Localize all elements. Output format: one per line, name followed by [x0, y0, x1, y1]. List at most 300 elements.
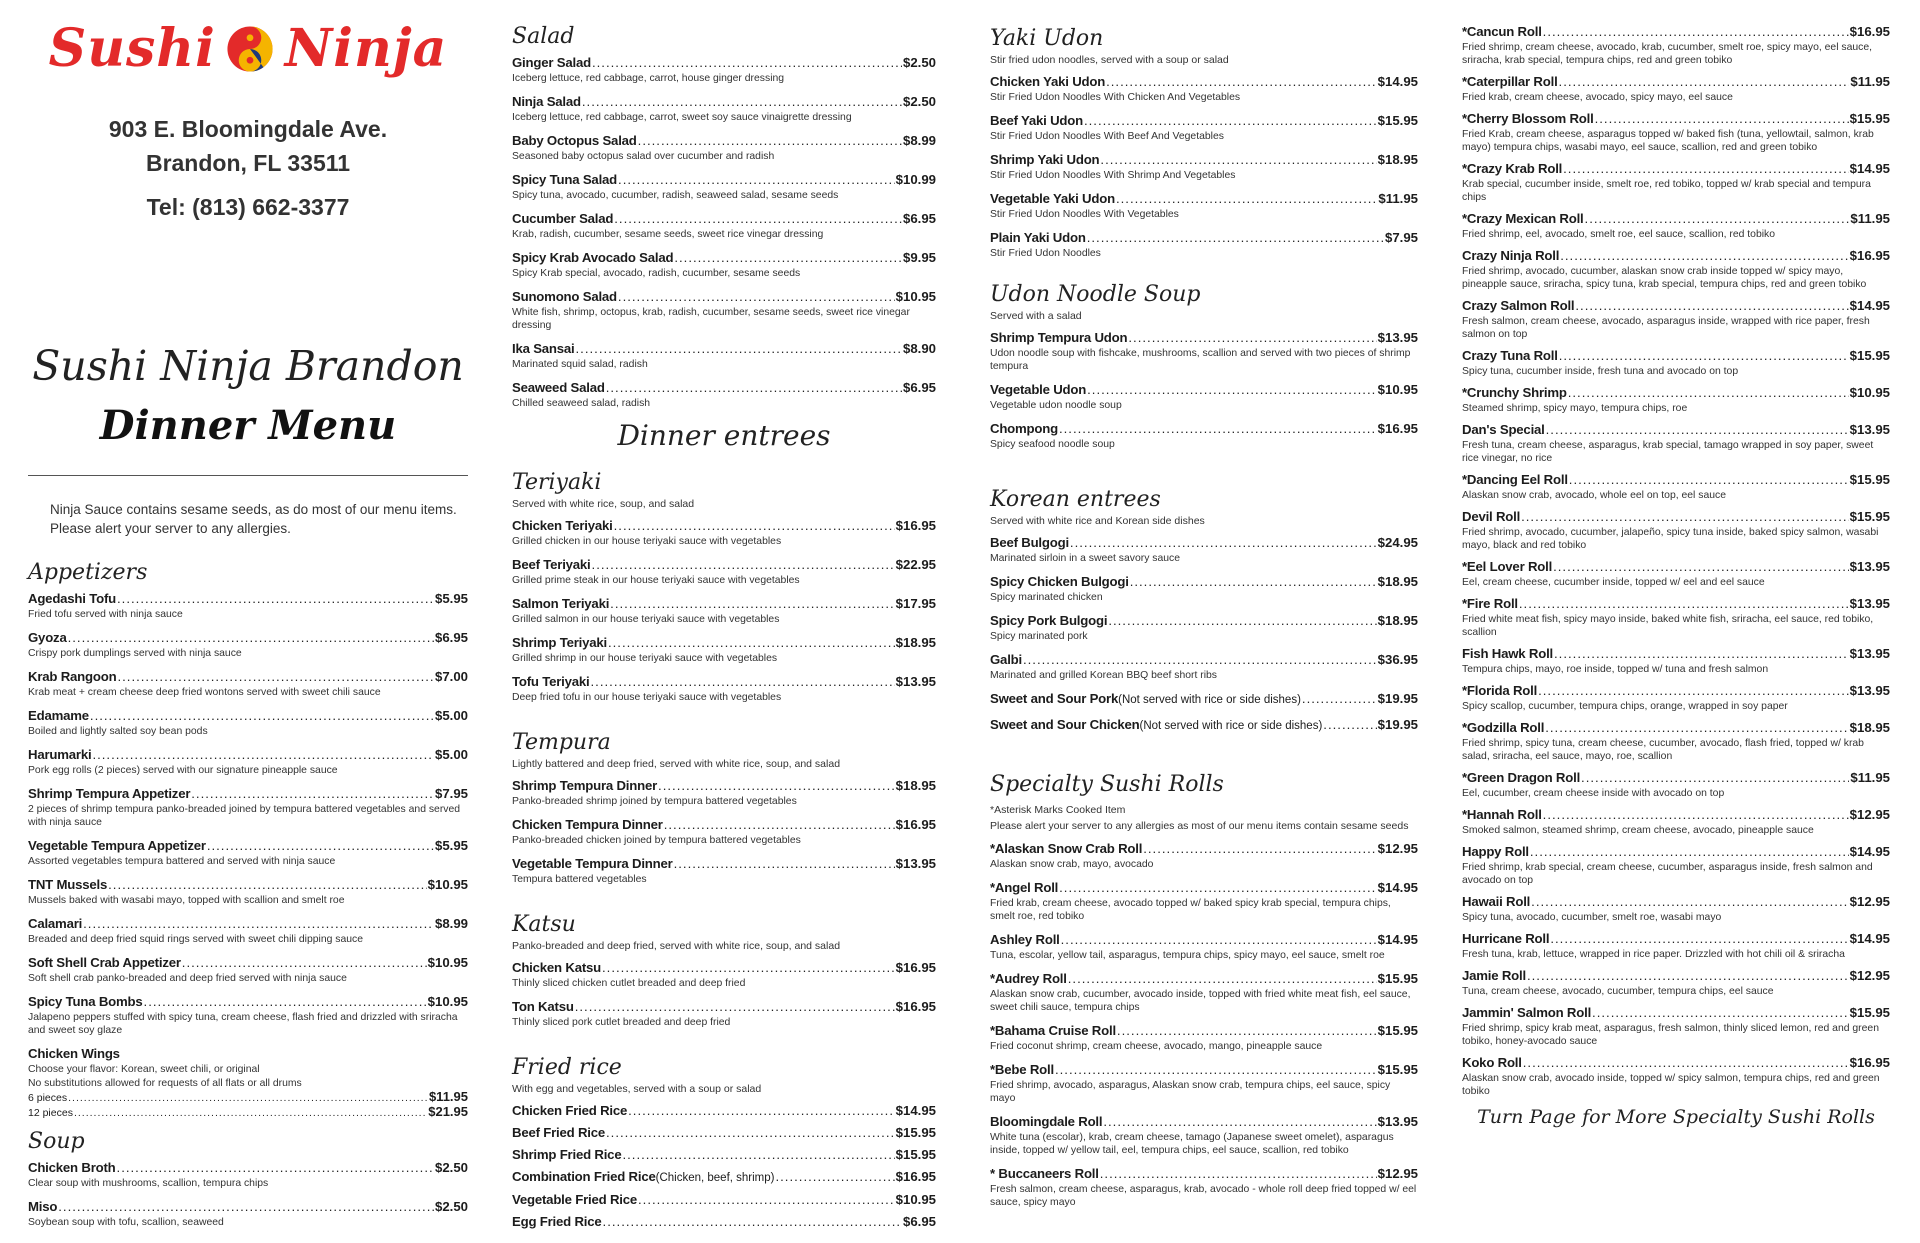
item-name: Chicken Yaki Udon	[990, 74, 1106, 89]
item-price: $19.95	[1377, 691, 1418, 706]
menu-item-cherry-blossom-roll	[1462, 111, 1890, 154]
menu-item-ashley-roll	[990, 932, 1418, 962]
item-price: $8.99	[902, 133, 936, 148]
item-name: Ika Sansai	[512, 341, 575, 356]
item-note: (Not served with rice or side dishes)	[1118, 694, 1301, 706]
section-title-tempura: Tempura	[512, 730, 611, 755]
menu-item-edamame	[28, 708, 468, 738]
leader-dots	[1084, 113, 1377, 129]
menu-item-crunchy-shrimp	[1462, 385, 1890, 415]
item-price: $15.95	[895, 1147, 936, 1162]
phone-number[interactable]: Tel: (813) 662-3377	[146, 194, 350, 220]
item-description: Mussels baked with wasabi mayo, topped with scallion and smelt roe	[28, 895, 345, 906]
menu-item-harumarki	[28, 747, 468, 777]
item-description: Deep fried tofu in our house teriyaki sauce with vegetables	[512, 692, 782, 703]
menu-item-vegetable-tempura-dinner	[512, 856, 936, 886]
item-price: $15.95	[895, 1125, 936, 1140]
item-description: Spicy marinated chicken	[990, 592, 1103, 603]
menu-item-beef-fried-rice	[512, 1125, 936, 1141]
item-description: Soft shell crab panko-breaded and deep fried served with ninja sauce	[28, 973, 347, 984]
item-price: $13.95	[1849, 646, 1890, 661]
menu-item-hawaii-roll	[1462, 894, 1890, 924]
leader-dots	[117, 591, 434, 607]
menu-item-calamari	[28, 916, 468, 946]
leader-dots	[1108, 613, 1376, 629]
leader-dots	[614, 518, 895, 534]
item-price: $10.95	[1377, 382, 1418, 397]
item-description: Fried shrimp, cream cheese, avocado, krab, cucumber, smelt roe, spicy mayo, eel sauce, sriracha, krab special, tempura chips, red and green tobiko	[1462, 42, 1873, 66]
section-title-appetizers: Appetizers	[28, 560, 148, 585]
menu-item-chicken-broth	[28, 1160, 468, 1190]
leader-dots	[1569, 472, 1849, 488]
item-description: Stir Fried Udon Noodles	[990, 248, 1101, 259]
item-name: *Cherry Blossom Roll	[1462, 111, 1594, 126]
item-price: $9.95	[902, 250, 936, 265]
item-description: Thinly sliced pork cutlet breaded and deep fried	[512, 1017, 731, 1028]
item-name: Vegetable Tempura Dinner	[512, 856, 673, 871]
menu-item-beef-yaki-udon	[990, 113, 1418, 143]
leader-dots	[1128, 330, 1376, 346]
item-name: *Cancun Roll	[1462, 24, 1542, 39]
leader-dots	[1143, 841, 1376, 857]
menu-item-ninja-salad	[512, 94, 936, 124]
item-price: $11.95	[1850, 770, 1890, 785]
item-price: $11.95	[1850, 211, 1890, 226]
menu-item-crazy-salmon-roll	[1462, 298, 1890, 341]
item-name: Jammin' Salmon Roll	[1462, 1005, 1592, 1020]
item-price: $12.95	[1849, 807, 1890, 822]
yaki-udon-list	[990, 74, 1418, 260]
item-price: $18.95	[1849, 720, 1890, 735]
menu-item-vegetable-udon	[990, 382, 1418, 412]
menu-item-chicken-teriyaki	[512, 518, 936, 548]
item-price: $15.95	[1849, 348, 1890, 363]
menu-item-egg-fried-rice	[512, 1214, 936, 1230]
item-price: $8.90	[902, 341, 936, 356]
item-price: $13.95	[1377, 1114, 1418, 1129]
leader-dots	[74, 1106, 427, 1120]
menu-item-florida-roll	[1462, 683, 1890, 713]
item-description: Spicy tuna, avocado, cucumber, radish, seaweed salad, sesame seeds	[512, 190, 839, 201]
menu-item-devil-roll	[1462, 509, 1890, 552]
leader-dots	[191, 786, 434, 802]
item-name: Spicy Chicken Bulgogi	[990, 574, 1129, 589]
item-description: Grilled shrimp in our house teriyaki sauce with vegetables	[512, 653, 778, 664]
menu-item-vegetable-fried-rice	[512, 1192, 936, 1208]
item-description: Pork egg rolls (2 pieces) served with our signature pineapple sauce	[28, 765, 338, 776]
leader-dots	[1545, 720, 1848, 736]
leader-dots	[622, 1147, 894, 1163]
menu-item-hannah-roll	[1462, 807, 1890, 837]
item-name: Krab Rangoon	[28, 669, 117, 684]
item-price: $14.95	[1849, 161, 1890, 176]
item-price: $18.95	[895, 635, 936, 650]
menu-item-ton-katsu	[512, 999, 936, 1029]
item-price: $13.95	[1377, 330, 1418, 345]
item-name: *Bahama Cruise Roll	[990, 1023, 1116, 1038]
wings-option-6	[28, 1090, 468, 1105]
leader-dots	[68, 630, 434, 646]
item-price: $18.95	[1377, 613, 1418, 628]
item-description: Vegetable udon noodle soup	[990, 400, 1122, 411]
leader-dots	[1585, 211, 1850, 227]
item-price: $2.50	[434, 1160, 468, 1175]
item-description: Fresh tuna, krab, lettuce, wrapped in rice paper. Drizzled with hot chili oil & sriracha	[1462, 949, 1845, 960]
item-name: Plain Yaki Udon	[990, 230, 1086, 245]
item-name: Crazy Tuna Roll	[1462, 348, 1558, 363]
leader-dots	[1554, 646, 1849, 662]
item-description: Stir Fried Udon Noodles With Beef And Vegetables	[990, 131, 1224, 142]
section-title-korean: Korean entrees	[990, 487, 1161, 512]
menu-item-fish-hawk-roll	[1462, 646, 1890, 676]
leader-dots	[638, 133, 902, 149]
menu-column-4	[1462, 0, 1890, 1128]
item-description: Seasoned baby octopus salad over cucumber and radish	[512, 151, 775, 162]
section-title-katsu: Katsu	[512, 912, 576, 937]
menu-item-spicy-tuna-bombs	[28, 994, 468, 1037]
menu-item-bebe-roll	[990, 1062, 1418, 1105]
item-name: Chicken Tempura Dinner	[512, 817, 663, 832]
item-description: Fresh tuna, cream cheese, asparagus, krab special, tamago wrapped in soy paper, sweet rice vinegar, no rice	[1462, 440, 1874, 464]
leader-dots	[83, 916, 434, 932]
item-name: *Godzilla Roll	[1462, 720, 1545, 735]
item-description: Panko-breaded shrimp joined by tempura battered vegetables	[512, 796, 797, 807]
item-name: Spicy Pork Bulgogi	[990, 613, 1108, 628]
menu-item-dancing-eel-roll	[1462, 472, 1890, 502]
item-name: Shrimp Yaki Udon	[990, 152, 1100, 167]
item-name: Chompong	[990, 421, 1058, 436]
item-price: $15.95	[1849, 509, 1890, 524]
item-price: $15.95	[1849, 111, 1890, 126]
item-name: Vegetable Tempura Appetizer	[28, 838, 206, 853]
item-name: *Crunchy Shrimp	[1462, 385, 1567, 400]
item-price: $14.95	[1849, 844, 1890, 859]
leader-dots	[606, 1125, 895, 1141]
leader-dots	[1023, 652, 1377, 668]
item-description: Spicy scallop, cucumber, tempura chips, orange, wrapped in soy paper	[1462, 701, 1788, 712]
menu-item-shrimp-fried-rice	[512, 1147, 936, 1163]
item-description: Fried krab, cream cheese, avocado, spicy mayo, eel sauce	[1462, 92, 1733, 103]
logo-word-left: Sushi	[48, 18, 216, 79]
item-name: Baby Octopus Salad	[512, 133, 637, 148]
yin-yang-logo-icon	[226, 25, 274, 73]
item-description: Assorted vegetables tempura battered and served with ninja sauce	[28, 856, 336, 867]
menu-item-beef-bulgogi	[990, 535, 1418, 565]
menu-item-chicken-yaki-udon	[990, 74, 1418, 104]
leader-dots	[610, 596, 894, 612]
item-description: Spicy seafood noodle soup	[990, 439, 1115, 450]
item-name: Combination Fried Rice	[512, 1169, 656, 1184]
leader-dots	[1061, 932, 1377, 948]
section-description: Served with white rice and Korean side dishes	[990, 515, 1205, 527]
leader-dots	[606, 380, 902, 396]
leader-dots	[658, 778, 895, 794]
leader-dots	[1530, 844, 1849, 860]
item-price: $5.00	[434, 708, 468, 723]
leader-dots	[576, 341, 902, 357]
item-name: Salmon Teriyaki	[512, 596, 610, 611]
leader-dots	[1543, 24, 1849, 40]
item-name: Beef Teriyaki	[512, 557, 591, 572]
menu-item-crazy-tuna-roll	[1462, 348, 1890, 378]
katsu-list	[512, 960, 936, 1029]
tempura-list	[512, 778, 936, 886]
korean-list	[990, 535, 1418, 734]
item-price: $16.95	[895, 960, 936, 975]
item-description: Tuna, escolar, yellow tail, asparagus, tempura chips, spicy mayo, eel sauce, smelt roe	[990, 950, 1385, 961]
section-title-salad: Salad	[512, 24, 575, 49]
item-name: Ninja Salad	[512, 94, 581, 109]
item-price: $16.95	[1849, 248, 1890, 263]
item-price: $15.95	[1377, 971, 1418, 986]
item-name: Hurricane Roll	[1462, 931, 1550, 946]
item-description: Alaskan snow crab, cucumber, avocado inside, topped with fried white meat fish, eel sauce, sweet chili sauce, tempura chips	[990, 989, 1411, 1013]
leader-dots	[1106, 74, 1377, 90]
leader-dots	[1087, 230, 1384, 246]
logo-word-right: Ninja	[284, 18, 448, 79]
leader-dots	[1575, 298, 1848, 314]
udon-soup-list	[990, 330, 1418, 451]
item-description: White fish, shrimp, octopus, krab, radish, cucumber, sesame seeds, sweet rice vinegar dressing	[512, 307, 910, 331]
menu-item-crazy-krab-roll	[1462, 161, 1890, 204]
menu-item-tofu-teriyaki	[512, 674, 936, 704]
section-description: Panko-breaded and deep fried, served with white rice, soup, and salad	[512, 940, 841, 952]
item-note: (Not served with rice or side dishes)	[1139, 720, 1323, 732]
menu-item-koko-roll	[1462, 1055, 1890, 1098]
menu-item-spicy-chicken-bulgogi	[990, 574, 1418, 604]
menu-item-cancun-roll	[1462, 24, 1890, 67]
item-description: Tempura chips, mayo, roe inside, topped w/ tuna and fresh salmon	[1462, 664, 1769, 675]
menu-item-crazy-mexican-roll	[1462, 211, 1890, 241]
leader-dots	[628, 1103, 895, 1119]
item-price: $11.95	[428, 1089, 468, 1104]
leader-dots	[592, 557, 895, 573]
item-description: No substitutions allowed for requests of all flats or all drums	[28, 1078, 302, 1089]
leader-dots	[1059, 880, 1377, 896]
item-name: Shrimp Tempura Appetizer	[28, 786, 191, 801]
leader-dots	[144, 994, 427, 1010]
divider	[28, 475, 468, 476]
wings-option-12	[28, 1105, 468, 1120]
item-description: Clear soup with mushrooms, scallion, tempura chips	[28, 1178, 269, 1189]
item-price: $16.95	[895, 518, 936, 533]
teriyaki-list	[512, 518, 936, 704]
item-price: $2.50	[434, 1199, 468, 1214]
item-description: Fried shrimp, avocado, cucumber, alaskan snow crab inside topped w/ spicy mayo, pineapple sauce, sriracha, spicy tuna, krab special, tempura chips, red and green tobiko	[1462, 266, 1867, 290]
section-description: Served with white rice, soup, and salad	[512, 498, 695, 510]
menu-item-agedashi-tofu	[28, 591, 468, 621]
item-price: $15.95	[1849, 472, 1890, 487]
item-name: *Eel Lover Roll	[1462, 559, 1553, 574]
item-price: $10.95	[895, 289, 936, 304]
menu-item-shrimp-teriyaki	[512, 635, 936, 665]
menu-item-green-dragon-roll	[1462, 770, 1890, 800]
item-name: Jamie Roll	[1462, 968, 1526, 983]
menu-item-combination-fried-rice	[512, 1169, 936, 1186]
item-price: $16.95	[1849, 24, 1890, 39]
section-description: Served with a salad	[990, 310, 1082, 322]
item-name: Cucumber Salad	[512, 211, 614, 226]
menu-item-chicken-fried-rice	[512, 1103, 936, 1119]
item-name: Crazy Ninja Roll	[1462, 248, 1560, 263]
restaurant-title: Sushi Ninja Brandon	[32, 342, 464, 390]
item-description: White tuna (escolar), krab, cream cheese, tamago (Japanese sweet omelet), asparagus inside, topped w/ yellow tail, eel, tempura chips, eel sauce, scallion, red tobiko	[990, 1132, 1394, 1156]
leader-dots	[1055, 1062, 1377, 1078]
item-name: *Florida Roll	[1462, 683, 1538, 698]
item-price: $18.95	[1377, 152, 1418, 167]
item-name: Agedashi Tofu	[28, 591, 116, 606]
leader-dots	[117, 669, 434, 685]
leader-dots	[575, 999, 895, 1015]
item-name: Spicy Tuna Bombs	[28, 994, 143, 1009]
leader-dots	[1560, 248, 1848, 264]
leader-dots	[1538, 683, 1849, 699]
item-price: $13.95	[1849, 683, 1890, 698]
item-name: *Hannah Roll	[1462, 807, 1542, 822]
item-name: *Fire Roll	[1462, 596, 1518, 611]
item-name: Chicken Katsu	[512, 960, 602, 975]
menu-item-angel-roll	[990, 880, 1418, 923]
item-name: Sunomono Salad	[512, 289, 617, 304]
item-description: 2 pieces of shrimp tempura panko-breaded joined by tempura battered vegetables and served with ninja sauce	[28, 804, 461, 828]
item-price: $6.95	[902, 211, 936, 226]
item-description: Krab, radish, cucumber, sesame seeds, sweet rice vinegar dressing	[512, 229, 824, 240]
item-name: Chicken Wings	[28, 1046, 120, 1061]
menu-item-shrimp-tempura-appetizer	[28, 786, 468, 829]
menu-item-ika-sansai	[512, 341, 936, 371]
item-name: Calamari	[28, 916, 83, 931]
item-price: $12.95	[1377, 841, 1418, 856]
item-price: $16.95	[895, 999, 936, 1014]
item-name: *Caterpillar Roll	[1462, 74, 1558, 89]
menu-item-audrey-roll	[990, 971, 1418, 1014]
specialty-rolls-list-continued	[1462, 24, 1890, 1098]
item-description: Stir Fried Udon Noodles With Chicken And Vegetables	[990, 92, 1241, 103]
item-description: Fried shrimp, avocado, cucumber, jalapeño, spicy tuna inside, baked spicy salmon, wasabi mayo, black and red tobiko	[1462, 527, 1879, 551]
item-note: (Chicken, beef, shrimp)	[655, 1172, 775, 1184]
item-description: Krab meat + cream cheese deep fried wontons served with sweet chili sauce	[28, 687, 381, 698]
leader-dots	[1068, 971, 1377, 987]
menu-item-tnt-mussels	[28, 877, 468, 907]
item-description: Marinated and grilled Korean BBQ beef short ribs	[990, 670, 1217, 681]
item-name: Shrimp Fried Rice	[512, 1147, 622, 1162]
leader-dots	[1546, 422, 1849, 438]
item-description: Chilled seaweed salad, radish	[512, 398, 651, 409]
item-price: $14.95	[1849, 931, 1890, 946]
item-price: $15.95	[1377, 1023, 1418, 1038]
menu-item-vegetable-yaki-udon	[990, 191, 1418, 221]
item-description: Stir Fried Udon Noodles With Shrimp And Vegetables	[990, 170, 1236, 181]
leader-dots	[1519, 596, 1849, 612]
item-description: Smoked salmon, steamed shrimp, cream cheese, avocado, pineapple sauce	[1462, 825, 1814, 836]
menu-item-jamie-roll	[1462, 968, 1890, 998]
soup-list	[28, 1160, 468, 1229]
menu-item-ginger-salad	[512, 55, 936, 85]
item-description: Spicy marinated pork	[990, 631, 1088, 642]
item-name: Beef Bulgogi	[990, 535, 1069, 550]
leader-dots	[182, 955, 427, 971]
item-description: Tuna, cream cheese, avocado, cucumber, tempura chips, eel sauce	[1462, 986, 1774, 997]
leader-dots	[1323, 717, 1376, 733]
item-name: Dan's Special	[1462, 422, 1545, 437]
leader-dots	[1103, 1114, 1376, 1130]
item-price: $13.95	[895, 674, 936, 689]
item-price: $13.95	[1849, 596, 1890, 611]
leader-dots	[1559, 348, 1849, 364]
leader-dots	[614, 211, 902, 227]
item-description: Steamed shrimp, spicy mayo, tempura chips, roe	[1462, 403, 1688, 414]
item-name: Shrimp Teriyaki	[512, 635, 607, 650]
leader-dots	[1581, 770, 1849, 786]
menu-item-fire-roll	[1462, 596, 1890, 639]
item-price: $6.95	[902, 1214, 936, 1229]
item-description: Eel, cream cheese, cucumber inside, topped w/ eel and eel sauce	[1462, 577, 1765, 588]
item-price: $15.95	[1377, 113, 1418, 128]
allergy-note: Ninja Sauce contains sesame seeds, as do most of our menu items. Please alert your server to any allergies.	[50, 502, 457, 536]
item-description: Iceberg lettuce, red cabbage, carrot, house ginger dressing	[512, 73, 785, 84]
menu-item-shrimp-yaki-udon	[990, 152, 1418, 182]
leader-dots	[1059, 421, 1377, 437]
item-description: Crispy pork dumplings served with ninja sauce	[28, 648, 242, 659]
leader-dots	[1592, 1005, 1849, 1021]
item-name: Miso	[28, 1199, 58, 1214]
item-price: $12.95	[1849, 894, 1890, 909]
item-price: $15.95	[1849, 1005, 1890, 1020]
item-name: Soft Shell Crab Appetizer	[28, 955, 181, 970]
item-description: Udon noodle soup with fishcake, mushrooms, scallion and served with two pieces of shrimp tempura	[990, 348, 1411, 372]
address-line-2: Brandon, FL 33511	[145, 150, 351, 176]
item-description: Fried tofu served with ninja sauce	[28, 609, 183, 620]
leader-dots	[674, 250, 902, 266]
item-description: Fried krab, cream cheese, avocado topped w/ baked spicy krab special, tempura chips, smelt roe, red tobiko	[990, 898, 1391, 922]
item-name: Chicken Broth	[28, 1160, 116, 1175]
leader-dots	[1116, 191, 1377, 207]
item-price: $10.99	[895, 172, 936, 187]
leader-dots	[207, 838, 434, 854]
menu-item-sunomono-salad	[512, 289, 936, 332]
item-name: *Green Dragon Roll	[1462, 770, 1581, 785]
item-name: Fish Hawk Roll	[1462, 646, 1553, 661]
menu-item-alaskan-snow-crab-roll	[990, 841, 1418, 871]
item-price: $22.95	[895, 557, 936, 572]
item-name: Tofu Teriyaki	[512, 674, 590, 689]
item-description: Spicy tuna, cucumber inside, fresh tuna and avocado on top	[1462, 366, 1739, 377]
option-label: 6 pieces	[28, 1092, 68, 1104]
item-name: Beef Yaki Udon	[990, 113, 1083, 128]
menu-item-spicy-krab-avocado-salad	[512, 250, 936, 280]
item-price: $19.95	[1377, 717, 1418, 732]
item-price: $8.99	[434, 916, 468, 931]
item-price: $10.95	[427, 955, 468, 970]
menu-column-2	[512, 0, 936, 1236]
menu-item-chicken-wings	[28, 1046, 468, 1120]
item-name: Edamame	[28, 708, 89, 723]
item-price: $21.95	[428, 1104, 468, 1119]
menu-item-bahama-cruise-roll	[990, 1023, 1418, 1053]
item-description: Eel, cucumber, cream cheese inside with avocado on top	[1462, 788, 1725, 799]
leader-dots	[603, 1214, 902, 1230]
menu-item-happy-roll	[1462, 844, 1890, 887]
specialty-note-cooked: *Asterisk Marks Cooked Item	[990, 804, 1126, 816]
leader-dots	[108, 877, 427, 893]
leader-dots	[1527, 968, 1849, 984]
item-price: $5.95	[434, 838, 468, 853]
item-price: $14.95	[1377, 932, 1418, 947]
menu-item-cucumber-salad	[512, 211, 936, 241]
item-price: $11.95	[1378, 191, 1418, 206]
leader-dots	[1117, 1023, 1377, 1039]
leader-dots	[1070, 535, 1377, 551]
